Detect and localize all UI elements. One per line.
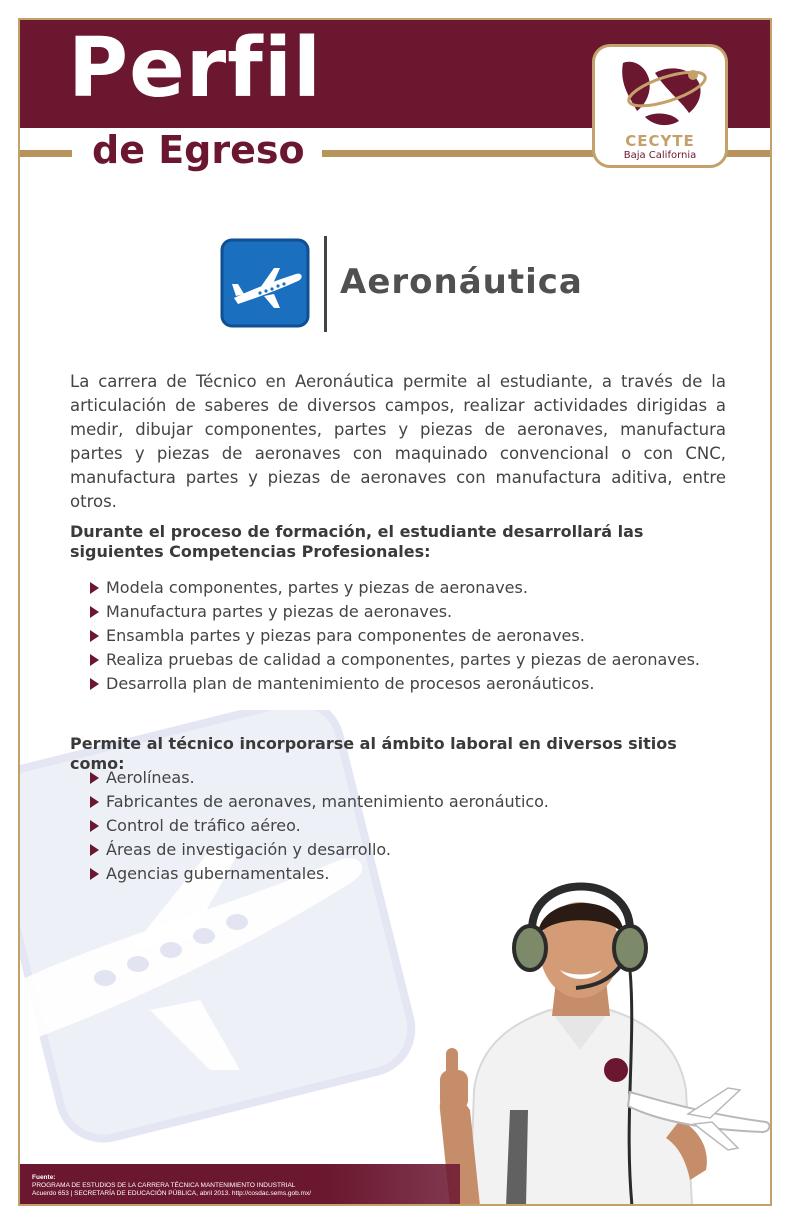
logo-region: Baja California	[623, 150, 697, 161]
bullet-arrow-icon	[90, 678, 99, 690]
header-gold-line-left	[20, 150, 72, 157]
list-item	[88, 648, 700, 672]
competencias-list	[88, 576, 700, 696]
list-item-text: Áreas de investigación y desarrollo.	[106, 840, 391, 859]
student-photo	[410, 860, 772, 1206]
bullet-arrow-icon	[90, 772, 99, 784]
poster-frame	[18, 18, 772, 1206]
career-title: Aeronáutica	[340, 262, 583, 302]
cecyte-logo-icon	[615, 55, 707, 129]
career-divider	[324, 236, 327, 332]
list-item-text: Realiza pruebas de calidad a componentes, partes y piezas de aeronaves.	[106, 650, 700, 669]
footer-line-2: Acuerdo 653 | SECRETARÍA DE EDUCACIÓN PÚBLICA, abril 2013. http://cosdac.sems.gob.mx/	[32, 1190, 312, 1197]
list-item	[88, 600, 700, 624]
footer-label: Fuente:	[32, 1174, 56, 1181]
bullet-arrow-icon	[90, 630, 99, 642]
bullet-arrow-icon	[90, 796, 99, 808]
list-item	[88, 766, 549, 790]
logo-name: CECYTE	[625, 132, 695, 150]
bullet-arrow-icon	[90, 820, 99, 832]
title-perfil: Perfil	[68, 21, 323, 116]
list-item	[88, 838, 549, 862]
cecyte-logo	[592, 44, 728, 168]
competencias-heading: Durante el proceso de formación, el estudiante desarrollará las siguientes Competencias Profesionales:	[70, 522, 644, 561]
list-item-text: Desarrolla plan de mantenimiento de procesos aeronáuticos.	[106, 674, 595, 693]
airplane-icon	[220, 238, 310, 328]
bullet-arrow-icon	[90, 844, 99, 856]
list-item-text: Aerolíneas.	[106, 768, 195, 787]
list-item	[88, 814, 549, 838]
list-item-text: Modela componentes, partes y piezas de aeronaves.	[106, 578, 528, 597]
bullet-arrow-icon	[90, 582, 99, 594]
list-item	[88, 790, 549, 814]
list-item-text: Agencias gubernamentales.	[106, 864, 330, 883]
list-item-text: Fabricantes de aeronaves, mantenimiento aeronáutico.	[106, 792, 549, 811]
list-item	[88, 672, 700, 696]
career-description: La carrera de Técnico en Aeronáutica permite al estudiante, a través de la articulación de saberes de diversos campos, realizar actividades dirigidas a medir, dibujar componentes, partes y piezas de aeronaves, manufactura partes y piezas de aeronaves con maquinado convencional o con CNC, manufactura partes y piezas de aeronaves con manufactura aditiva, entre otros.	[70, 372, 726, 511]
bullet-arrow-icon	[90, 868, 99, 880]
footer-source	[32, 1174, 452, 1198]
list-item-text: Control de tráfico aéreo.	[106, 816, 301, 835]
list-item	[88, 624, 700, 648]
list-item-text: Manufactura partes y piezas de aeronaves.	[106, 602, 453, 621]
bullet-arrow-icon	[90, 606, 99, 618]
bullet-arrow-icon	[90, 654, 99, 666]
title-de-egreso: de Egreso	[82, 128, 315, 174]
list-item-text: Ensambla partes y piezas para componentes de aeronaves.	[106, 626, 585, 645]
footer-line-1: PROGRAMA DE ESTUDIOS DE LA CARRERA TÉCNICA MANTENIMIENTO INDUSTRIAL	[32, 1182, 296, 1189]
sitios-heading: Permite al técnico incorporarse al ámbito laboral en diversos sitios como:	[70, 734, 677, 773]
list-item	[88, 576, 700, 600]
